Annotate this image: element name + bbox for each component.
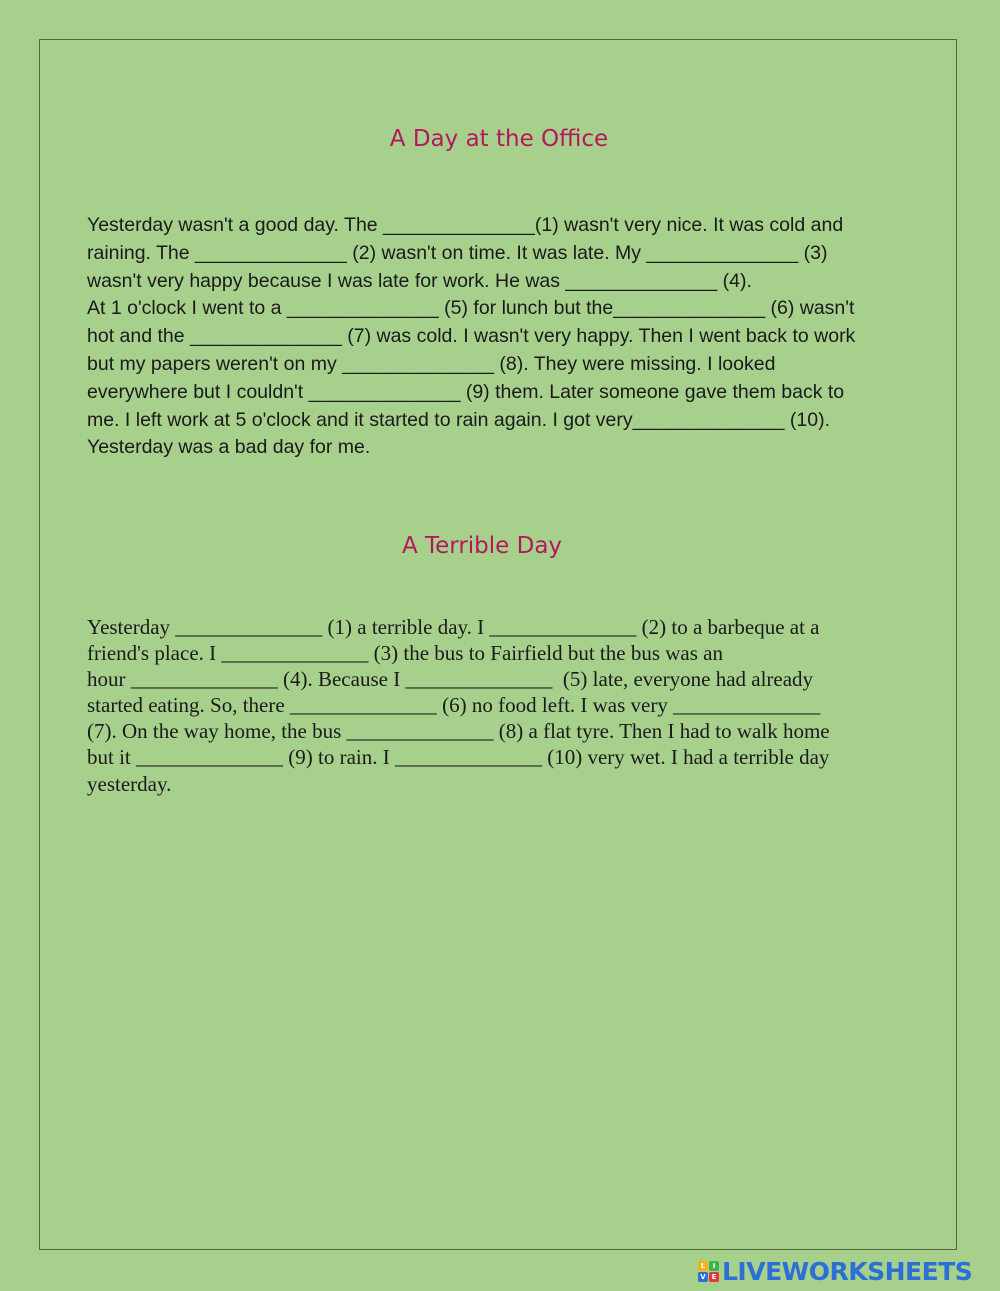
logo-mark-letter: E: [709, 1272, 719, 1282]
paragraph-line: raining. The ______________ (2) wasn't on time. It was late. My ______________ (3): [87, 241, 828, 264]
paragraph-line: but my papers weren't on my ______________ (8). They were missing. I looked: [87, 352, 776, 375]
paragraph-line: hot and the ______________ (7) was cold. I wasn't very happy. Then I went back to work: [87, 325, 856, 348]
paragraph-line: everywhere but I couldn't ______________ (9) them. Later someone gave them back to: [87, 380, 845, 403]
paragraph-line: Yesterday was a bad day for me.: [87, 436, 371, 459]
section-1-title: A Day at the Office: [389, 126, 609, 152]
paragraph-line: wasn't very happy because I was late for work. He was ______________ (4).: [87, 269, 752, 292]
paragraph-line: but it ______________ (9) to rain. I ______________ (10) very wet. I had a terrible day: [87, 745, 830, 770]
live-logo-icon: [698, 1261, 719, 1282]
logo-text: LIVEWORKSHEETS: [722, 1256, 973, 1286]
logo-mark-letter: I: [709, 1261, 719, 1271]
paragraph-line: started eating. So, there ______________ (6) no food left. I was very ______________: [87, 693, 821, 718]
paragraph-line: At 1 o'clock I went to a ______________ (5) for lunch but the______________ (6) wasn't: [87, 297, 855, 320]
logo-mark-letter: L: [698, 1261, 708, 1271]
paragraph-line: (7). On the way home, the bus ______________ (8) a flat tyre. Then I had to walk home: [87, 719, 830, 744]
paragraph-line: Yesterday ______________ (1) a terrible day. I ______________ (2) to a barbeque at a: [87, 615, 820, 639]
paragraph-line: me. I left work at 5 o'clock and it started to rain again. I got very______________ (10).: [87, 408, 830, 431]
section-2-paragraph: [87, 614, 917, 797]
paragraph-line: friend's place. I ______________ (3) the bus to Fairfield but the bus was an: [87, 641, 723, 666]
paragraph-line: hour ______________ (4). Because I ______________ (5) late, everyone had already: [87, 667, 814, 692]
paragraph-line: Yesterday wasn't a good day. The ______________(1) wasn't very nice. It was cold and: [87, 214, 844, 236]
logo-mark-letter: V: [698, 1272, 708, 1282]
paragraph-line: yesterday.: [87, 771, 172, 796]
liveworksheets-logo[interactable]: [698, 1257, 972, 1285]
section-1-paragraph: [87, 212, 917, 462]
section-2-title: A Terrible Day: [401, 533, 563, 559]
